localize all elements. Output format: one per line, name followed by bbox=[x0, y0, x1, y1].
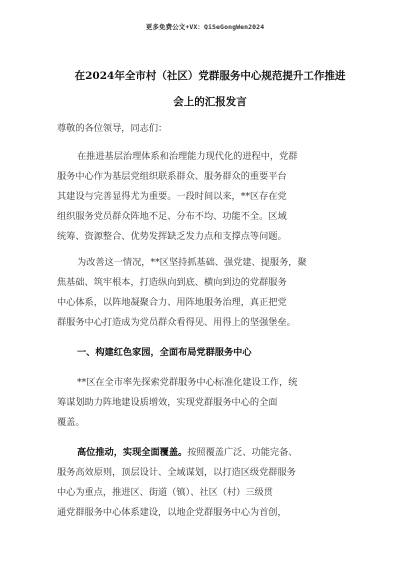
paragraph-2-line: 焦基础、筑牢根本，打造纵向到底、横向到边的党群服务 bbox=[57, 277, 287, 288]
paragraph-4-lead: 高位推动，实现全面覆盖。 bbox=[77, 447, 188, 458]
paragraph-4-line: 中心为重点，推进区、街道（镇）、社区（村）三级贯 bbox=[57, 487, 273, 498]
section-heading-1: 一、构建红色家园，全面布局党群服务中心 bbox=[77, 347, 252, 358]
greeting: 尊敬的各位领导，同志们： bbox=[57, 123, 168, 134]
header-note: 更多免费公文+VX：QiSeGongWen2024 bbox=[145, 23, 265, 31]
paragraph-4-line bbox=[57, 443, 357, 463]
paragraph-2-line: 中心体系，以阵地凝聚合力、用阵地服务治理，真正把党 bbox=[57, 297, 287, 308]
paragraph-4-line: 通党群服务中心体系建设，以地企党群服务中心为首创， bbox=[57, 507, 287, 518]
paragraph-3-line: 筹谋划助力阵地建设质增效，实现党群服务中心的全面 bbox=[57, 397, 278, 408]
paragraph-2-line: 群服务中心打造成为党员群众看得见、用得上的坚强堡垒。 bbox=[57, 317, 296, 328]
paragraph-1-line: 服务中心作为基层党组织联系群众、服务群众的重要平台 bbox=[57, 171, 287, 182]
paragraph-1-line: 在推进基层治理体系和治理能力现代化的进程中，党群 bbox=[77, 151, 298, 162]
paragraph-1-line: 其建设与完善显得尤为重要。一段时间以来，**区存在党 bbox=[57, 191, 287, 202]
paragraph-4-line: 服务高效原则，顶层设计、全域谋划，以打造区级党群服务 bbox=[57, 467, 296, 478]
document-title-line-1: 在2024年全市村（社区）党群服务中心规范提升工作推进 bbox=[74, 70, 346, 82]
paragraph-3-line: 覆盖。 bbox=[57, 417, 85, 428]
paragraph-1-line: 组织服务党员群众阵地不足、分布不均、功能不全。区域 bbox=[57, 211, 287, 222]
paragraph-3-line: **区在全市率先探索党群服务中心标准化建设工作，统 bbox=[77, 377, 298, 388]
paragraph-4-line-1-rest: 按照覆盖广泛、功能完备、 bbox=[187, 447, 298, 458]
paragraph-1-line: 统筹、资源整合、优势发挥缺乏发力点和支撑点等问题。 bbox=[57, 231, 287, 242]
paragraph-2-line: 为改善这一情况，**区坚持抓基础、强党建、提服务，聚 bbox=[77, 257, 307, 268]
document-title-line-2: 会上的汇报发言 bbox=[173, 96, 247, 108]
